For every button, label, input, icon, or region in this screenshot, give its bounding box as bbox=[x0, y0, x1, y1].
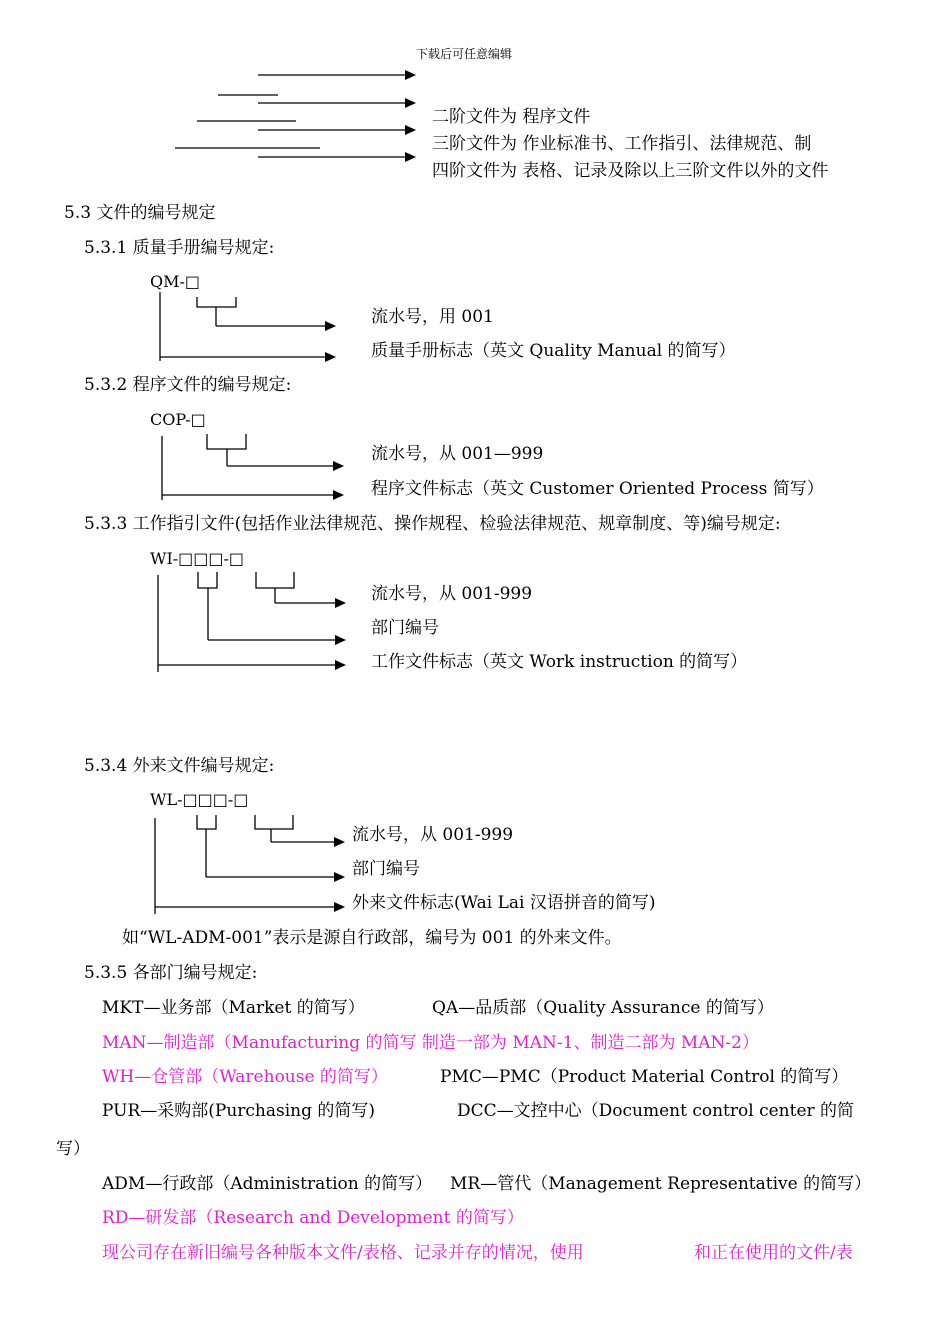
code-format: QM-□ bbox=[150, 272, 201, 291]
code-label: 流水号，用 001 bbox=[371, 307, 494, 327]
dept-code: DCC—文控中心（Document control center 的简 bbox=[457, 1101, 855, 1121]
code-label: 外来文件标志(Wai Lai 汉语拼音的简写) bbox=[352, 893, 656, 913]
dept-code: MR—管代（Management Representative 的简写） bbox=[450, 1174, 872, 1194]
code-format: WL-□□□-□ bbox=[150, 790, 249, 809]
code-label: 流水号，从 001-999 bbox=[352, 825, 514, 845]
code-label: 部门编号 bbox=[371, 618, 439, 638]
dept-code: RD—研发部（Research and Development 的简写） bbox=[102, 1208, 524, 1228]
dept-code: MAN—制造部（Manufacturing 的简写 制造一部为 MAN-1、制造二部为 MAN-2） bbox=[102, 1033, 759, 1053]
dept-code-continuation: 写） bbox=[56, 1139, 90, 1159]
note-text: 和正在使用的文件/表 bbox=[694, 1243, 853, 1263]
hierarchy-level-2: 二阶文件为 程序文件 bbox=[432, 107, 591, 127]
code-label: 流水号，从 001—999 bbox=[371, 444, 544, 464]
code-format: WI-□□□-□ bbox=[150, 549, 245, 568]
dept-code: WH—仓管部（Warehouse 的简写） bbox=[102, 1067, 388, 1087]
hierarchy-level-4: 四阶文件为 表格、记录及除以上三阶文件以外的文件 bbox=[432, 161, 829, 181]
dept-code: MKT—业务部（Market 的简写） bbox=[102, 998, 365, 1018]
code-label: 工作文件标志（英文 Work instruction 的简写） bbox=[371, 652, 748, 672]
dept-code: QA—品质部（Quality Assurance 的简写） bbox=[432, 998, 774, 1018]
hierarchy-level-3: 三阶文件为 作业标准书、工作指引、法律规范、制 bbox=[432, 134, 812, 154]
code-label: 部门编号 bbox=[352, 859, 420, 879]
code-label: 质量手册标志（英文 Quality Manual 的简写） bbox=[371, 341, 736, 361]
dept-code: ADM—行政部（Administration 的简写） bbox=[102, 1174, 433, 1194]
code-label: 程序文件标志（英文 Customer Oriented Process 简写） bbox=[371, 479, 824, 499]
subsection-heading: 5.3.5 各部门编号规定: bbox=[84, 963, 258, 983]
subsection-heading: 5.3.4 外来文件编号规定: bbox=[84, 756, 275, 776]
subsection-heading: 5.3.2 程序文件的编号规定: bbox=[84, 375, 292, 395]
dept-code: PMC—PMC（Product Material Control 的简写） bbox=[440, 1067, 849, 1087]
note-text: 现公司存在新旧编号各种版本文件/表格、记录并存的情况，使用 bbox=[102, 1243, 584, 1263]
example-text: 如“WL-ADM-001”表示是源自行政部，编号为 001 的外来文件。 bbox=[122, 928, 622, 948]
subsection-heading: 5.3.3 工作指引文件(包括作业法律规范、操作规程、检验法律规范、规章制度、等)编号规定: bbox=[84, 514, 781, 534]
subsection-heading: 5.3.1 质量手册编号规定: bbox=[84, 238, 275, 258]
dept-code: PUR—采购部(Purchasing 的简写) bbox=[102, 1101, 376, 1121]
section-heading: 5.3 文件的编号规定 bbox=[64, 203, 216, 223]
page-header: 下载后可任意编辑 bbox=[416, 47, 513, 61]
code-format: COP-□ bbox=[150, 410, 206, 429]
code-label: 流水号，从 001-999 bbox=[371, 584, 533, 604]
